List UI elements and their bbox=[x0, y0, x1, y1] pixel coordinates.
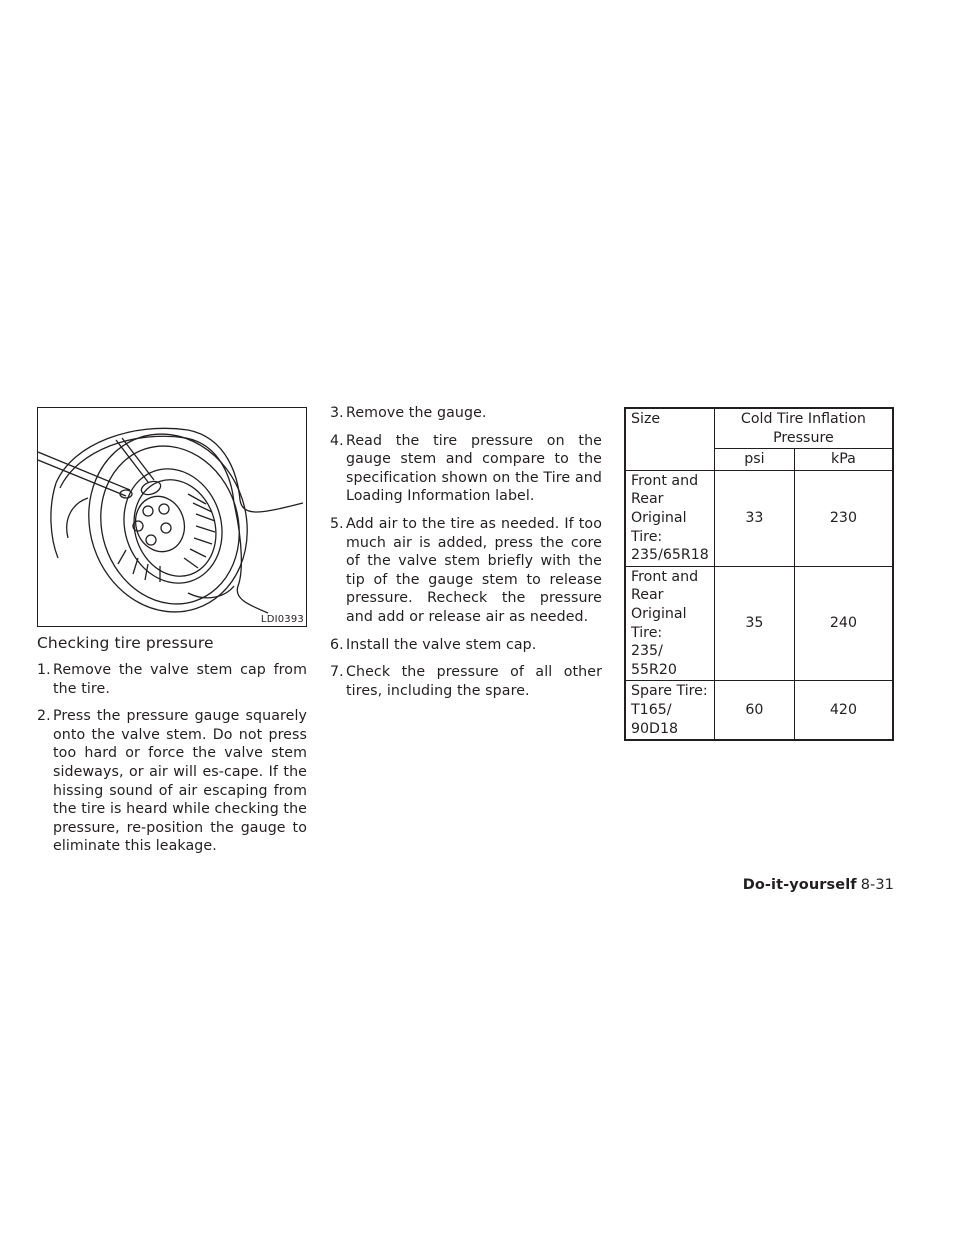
steps-list-column-1 bbox=[37, 661, 307, 865]
footer-section-name: Do-it-yourself bbox=[742, 877, 857, 893]
unit-psi: psi bbox=[714, 449, 794, 471]
tire-size-line: Original bbox=[631, 605, 687, 622]
tire-size-line: Front and bbox=[631, 472, 699, 489]
tire-gauge-drawing bbox=[38, 408, 306, 626]
step-text: Check the pressure of all other tires, including the spare. bbox=[346, 664, 602, 699]
step-text: Install the valve stem cap. bbox=[346, 636, 537, 653]
footer-page-number: 8-31 bbox=[860, 877, 894, 893]
section-heading: Checking tire pressure bbox=[37, 634, 214, 652]
steps-list-column-2 bbox=[330, 404, 602, 709]
step-number: 4. bbox=[330, 432, 344, 449]
tire-pressure-table bbox=[624, 407, 894, 741]
step-number: 2. bbox=[37, 708, 51, 725]
tire-size-line: 235/ bbox=[631, 643, 663, 660]
table-header-row bbox=[625, 408, 893, 449]
step-text: Remove the valve stem cap from the tire. bbox=[53, 662, 307, 697]
tire-size-line: T165/ bbox=[631, 701, 672, 718]
step-number: 5. bbox=[330, 515, 344, 532]
step-item bbox=[37, 707, 307, 856]
header-pressure: Cold Tire Inflation Pressure bbox=[714, 408, 893, 449]
step-number: 7. bbox=[330, 664, 344, 681]
step-text: Add air to the tire as needed. If too much air is added, press the core of the valve stem briefly with the tip of the gauge stem to release pressure. Recheck the pressure and add or release air as needed. bbox=[346, 515, 602, 625]
step-item bbox=[330, 515, 602, 627]
tire-size-line: 235/65R18 bbox=[631, 547, 709, 564]
page-footer bbox=[743, 877, 894, 893]
psi-value: 60 bbox=[714, 681, 794, 740]
tire-size-cell bbox=[625, 566, 714, 681]
header-size: Size bbox=[625, 408, 714, 470]
tire-pressure-illustration bbox=[37, 407, 307, 627]
step-item bbox=[37, 661, 307, 698]
table-row bbox=[625, 470, 893, 566]
step-text: Read the tire pressure on the gauge stem and compare to the specification shown on the Tire and Loading Information label. bbox=[346, 432, 602, 505]
tire-size-cell bbox=[625, 681, 714, 740]
step-text: Remove the gauge. bbox=[346, 405, 487, 421]
tire-size-cell bbox=[625, 470, 714, 566]
step-item bbox=[330, 636, 602, 655]
tire-size-line: Spare Tire: bbox=[631, 683, 708, 700]
tire-size-line: Front and bbox=[631, 568, 699, 585]
step-item bbox=[330, 432, 602, 506]
kpa-value: 420 bbox=[794, 681, 893, 740]
step-item bbox=[330, 663, 602, 700]
unit-kpa: kPa bbox=[794, 449, 893, 471]
psi-value: 35 bbox=[714, 566, 794, 681]
tire-size-line: Tire: bbox=[631, 624, 663, 641]
step-item bbox=[330, 404, 602, 423]
tire-size-line: Original bbox=[631, 509, 687, 526]
step-number: 6. bbox=[330, 636, 344, 653]
psi-value: 33 bbox=[714, 470, 794, 566]
tire-size-line: 90D18 bbox=[631, 720, 679, 737]
figure-code: LDI0393 bbox=[260, 614, 304, 625]
step-number: 3. bbox=[330, 405, 344, 421]
step-number: 1. bbox=[37, 662, 51, 678]
kpa-value: 230 bbox=[794, 470, 893, 566]
tire-size-line: Rear bbox=[631, 587, 664, 604]
tire-size-line: 55R20 bbox=[631, 661, 677, 678]
kpa-value: 240 bbox=[794, 566, 893, 681]
tire-size-line: Rear bbox=[631, 491, 664, 508]
table-row bbox=[625, 566, 893, 681]
table-row bbox=[625, 681, 893, 740]
step-text: Press the pressure gauge squarely onto the valve stem. Do not press too hard or force the valve stem sideways, or air will es-cape. If the hissing sound of air escaping from the tire is heard while checking the pressure, re-position the gauge to eliminate this leakage. bbox=[53, 708, 308, 855]
tire-size-line: Tire: bbox=[631, 528, 663, 545]
